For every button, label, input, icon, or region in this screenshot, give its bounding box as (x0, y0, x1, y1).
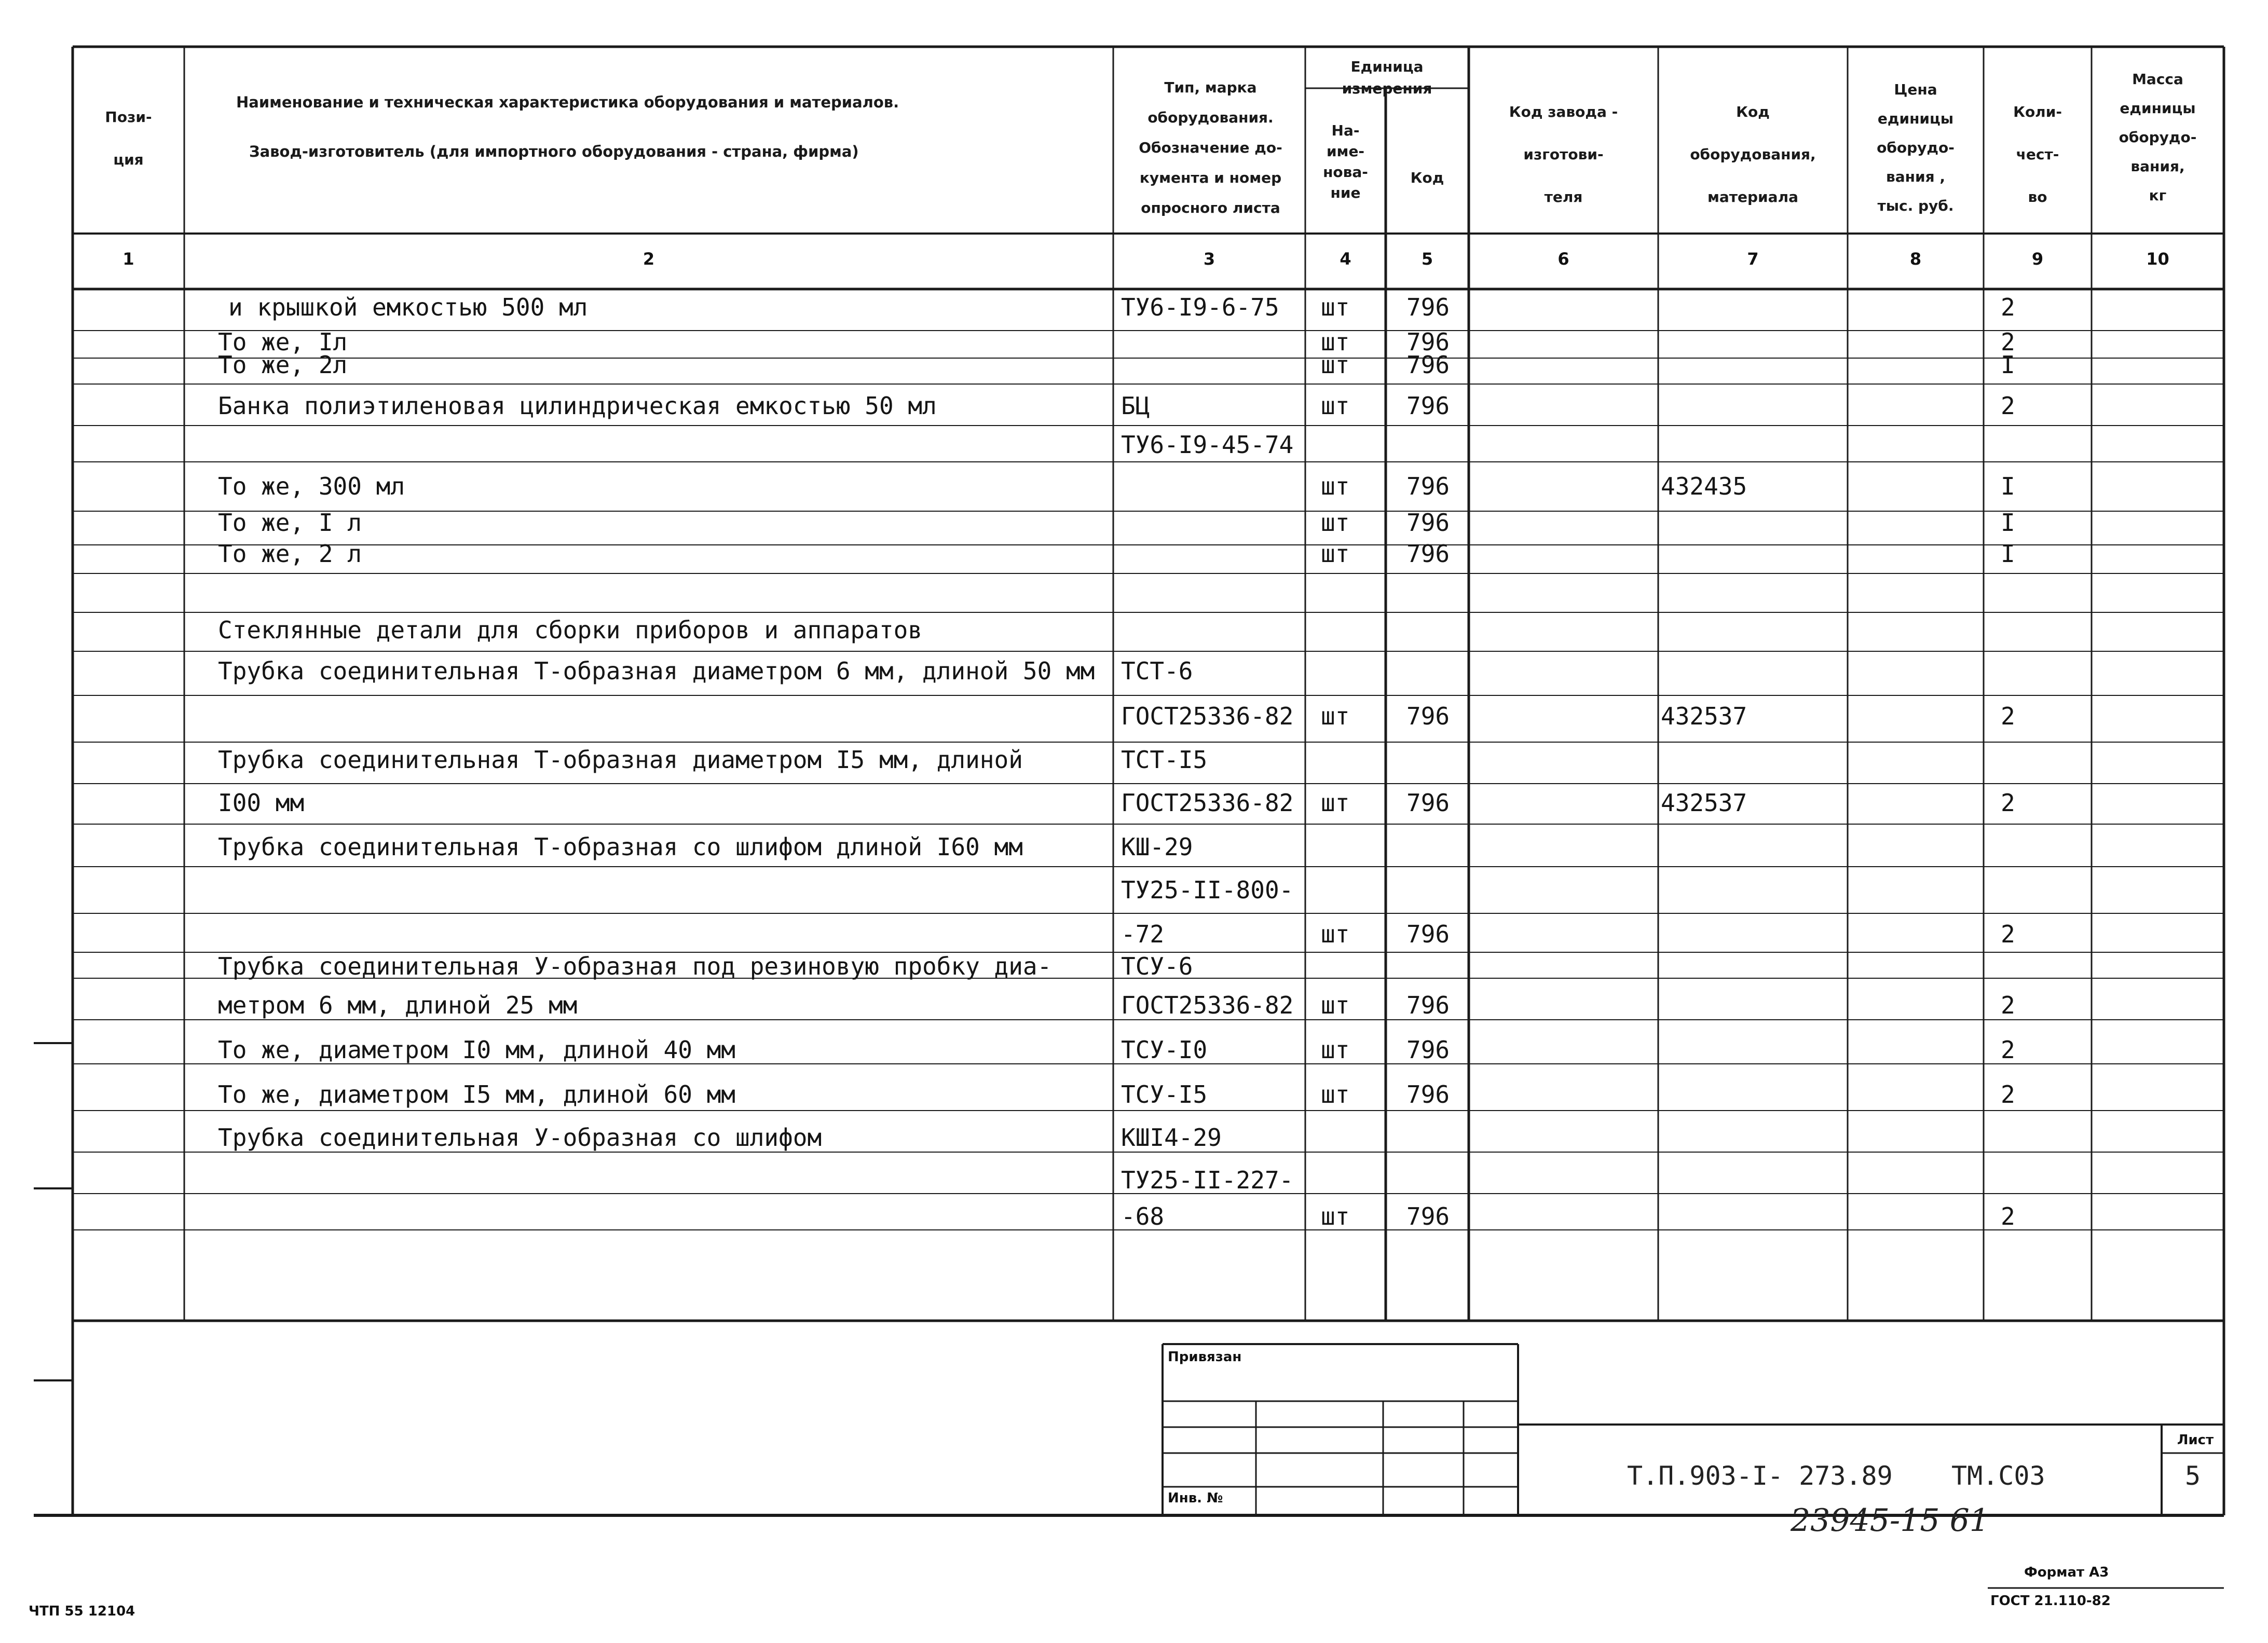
row-quantity: 2 (2001, 1036, 2015, 1064)
row-unit: шт (1321, 702, 1350, 730)
row-unit: шт (1321, 1080, 1350, 1108)
row-type: БЦ (1121, 392, 1150, 420)
column-number: 5 (1421, 249, 1433, 269)
row-quantity: 2 (2001, 392, 2015, 420)
column-number: 1 (122, 249, 134, 269)
row-name: То же, 2 л (218, 540, 362, 568)
row-type: ТСУ-I5 (1121, 1080, 1208, 1108)
sheet-label: Лист (2177, 1432, 2214, 1448)
row-type: ТСТ-I5 (1121, 746, 1208, 774)
row-unit: шт (1321, 509, 1350, 537)
row-name: То же, 300 мл (218, 472, 405, 500)
column-number: 9 (2031, 249, 2044, 269)
row-name: Трубка соединительная У-образная со шлифом (218, 1124, 822, 1152)
header-unit: Единица измерения (1342, 58, 1432, 97)
header-quantity: Коли- чест- во (2013, 103, 2062, 206)
row-type: ТУ6-I9-6-75 (1121, 293, 1279, 321)
row-quantity: 2 (2001, 789, 2015, 817)
header-type: Тип, марка оборудования. Обозначение до- кумента и номер опросного листа (1139, 79, 1282, 216)
row-code: 796 (1406, 540, 1450, 568)
row-unit: шт (1321, 920, 1350, 948)
row-type: КШ-29 (1121, 833, 1193, 861)
row-type: ТУ6-I9-45-74 (1121, 431, 1294, 459)
row-code: 796 (1406, 328, 1450, 356)
row-unit: шт (1321, 328, 1350, 356)
row-code: 796 (1406, 920, 1450, 948)
row-code: 796 (1406, 392, 1450, 420)
row-unit: шт (1321, 293, 1350, 321)
row-code: 796 (1406, 293, 1450, 321)
row-quantity: 2 (2001, 920, 2015, 948)
row-name: Банка полиэтиленовая цилиндрическая емкостью 50 мл (218, 392, 937, 420)
header-name-line1: Наименование и техническая характеристика оборудования и материалов. (236, 93, 899, 111)
row-code: 796 (1406, 472, 1450, 500)
column-number: 4 (1340, 249, 1351, 269)
row-unit: шт (1321, 991, 1350, 1019)
row-code: 796 (1406, 509, 1450, 537)
row-unit: шт (1321, 540, 1350, 568)
document-code: ТМ.С03 (1951, 1461, 2045, 1491)
header-price: Цена единицы оборудо- вания , тыс. руб. (1877, 81, 1955, 214)
row-unit: шт (1321, 472, 1350, 500)
row-name: и крышкой емкостью 500 мл (228, 293, 588, 321)
row-unit: шт (1321, 789, 1350, 817)
row-quantity: 2 (2001, 1080, 2015, 1108)
header-position: Пози- ция (105, 108, 152, 168)
row-code: 796 (1406, 351, 1450, 379)
row-name: То же, диаметром I5 мм, длиной 60 мм (218, 1080, 735, 1108)
row-unit: шт (1321, 1036, 1350, 1064)
row-unit: шт (1321, 1202, 1350, 1230)
row-quantity: 2 (2001, 991, 2015, 1019)
gost-reference: ГОСТ 21.110-82 (1990, 1593, 2111, 1609)
column-number: 3 (1203, 249, 1215, 269)
row-unit: шт (1321, 392, 1350, 420)
row-material-code: 432537 (1661, 789, 1747, 817)
row-quantity: I (2001, 509, 2015, 537)
column-number: 2 (643, 249, 655, 269)
header-unit-name: На- име- нова- ние (1323, 122, 1368, 201)
row-code: 796 (1406, 991, 1450, 1019)
row-type: ТУ25-II-227- (1121, 1166, 1294, 1194)
row-quantity: I (2001, 351, 2015, 379)
row-unit: шт (1321, 351, 1350, 379)
header-unit-code: Код (1410, 169, 1444, 186)
column-number: 8 (1909, 249, 1922, 269)
column-number: 10 (2146, 249, 2169, 269)
row-name: Трубка соединительная У-образная под резиновую пробку диа- (218, 952, 1052, 980)
row-material-code: 432537 (1661, 702, 1747, 730)
header-material-code: Код оборудования, материала (1690, 103, 1816, 206)
row-name: То же, I л (218, 509, 362, 537)
row-type: ТУ25-II-800- (1121, 876, 1294, 904)
row-code: 796 (1406, 702, 1450, 730)
paper-format: Формат А3 (2024, 1565, 2109, 1580)
row-quantity: I (2001, 472, 2015, 500)
row-type: -68 (1121, 1202, 1165, 1230)
row-type: ГОСТ25336-82 (1121, 991, 1294, 1019)
row-code: 796 (1406, 1036, 1450, 1064)
row-name: Трубка соединительная Т-образная диаметром I5 мм, длиной (218, 746, 1023, 774)
row-type: ТСУ-6 (1121, 952, 1193, 980)
column-number: 6 (1557, 249, 1569, 269)
row-code: 796 (1406, 1202, 1450, 1230)
header-name-line2: Завод-изготовитель (для импортного оборудования - страна, фирма) (249, 143, 859, 160)
row-quantity: I (2001, 540, 2015, 568)
document-number: Т.П.903-I- 273.89 (1627, 1461, 1893, 1491)
print-code: ЧТП 55 12104 (29, 1604, 135, 1619)
row-material-code: 432435 (1661, 472, 1747, 500)
row-name: Стеклянные детали для сборки приборов и аппаратов (218, 616, 923, 644)
header-mass: Масса единицы оборудо- вания, кг (2119, 71, 2197, 204)
row-quantity: 2 (2001, 328, 2015, 356)
sheet-number: 5 (2184, 1461, 2201, 1491)
row-name: То же, 2л (218, 351, 348, 379)
row-quantity: 2 (2001, 293, 2015, 321)
handwritten-inventory-number: 23945-15 61 (1791, 1502, 1989, 1539)
row-type: ГОСТ25336-82 (1121, 789, 1294, 817)
row-type: ТСУ-I0 (1121, 1036, 1208, 1064)
row-type: ТСТ-6 (1121, 657, 1193, 685)
row-name: Трубка соединительная Т-образная со шлифом длиной I60 мм (218, 833, 1023, 861)
row-name: метром 6 мм, длиной 25 мм (218, 991, 578, 1019)
row-code: 796 (1406, 789, 1450, 817)
row-type: -72 (1121, 920, 1165, 948)
row-type: КШI4-29 (1121, 1124, 1222, 1152)
privyazan-label: Привязан (1168, 1349, 1242, 1365)
row-name: То же, диаметром I0 мм, длиной 40 мм (218, 1036, 735, 1064)
row-type: ГОСТ25336-82 (1121, 702, 1294, 730)
row-name: То же, Iл (218, 328, 348, 356)
inventory-number-label: Инв. № (1168, 1490, 1223, 1506)
row-quantity: 2 (2001, 1202, 2015, 1230)
row-quantity: 2 (2001, 702, 2015, 730)
row-name: I00 мм (218, 789, 305, 817)
row-code: 796 (1406, 1080, 1450, 1108)
header-factory-code: Код завода - изготови- теля (1509, 103, 1618, 206)
column-number: 7 (1747, 249, 1759, 269)
row-name: Трубка соединительная Т-образная диаметром 6 мм, длиной 50 мм (218, 657, 1095, 685)
